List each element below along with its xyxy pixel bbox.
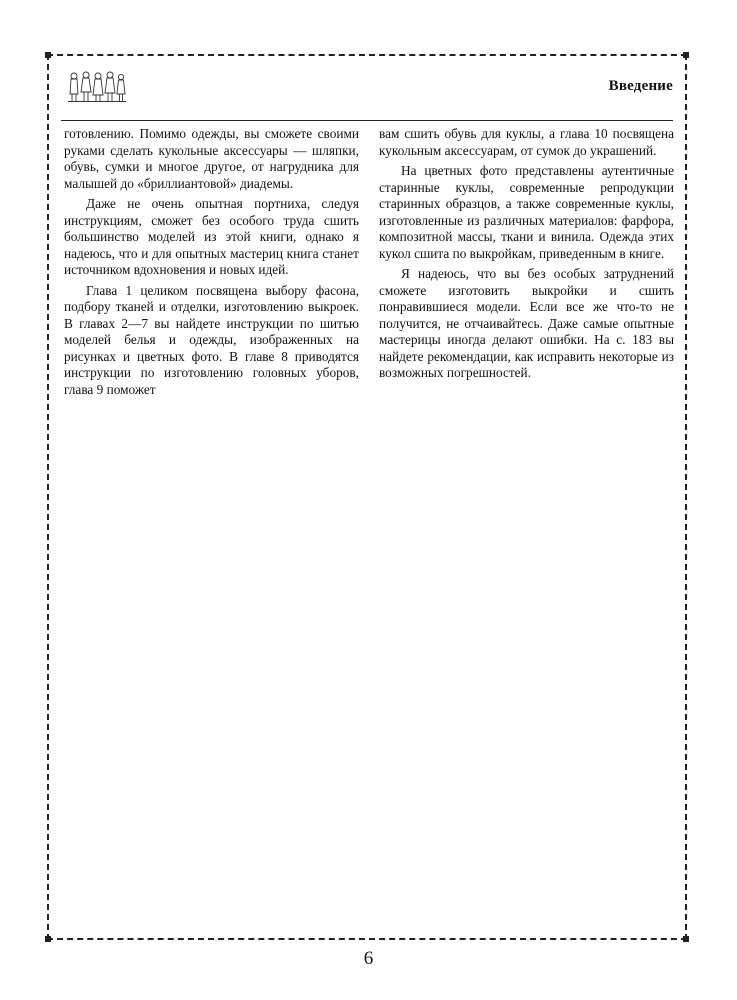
left-column (64, 126, 359, 402)
page-frame (47, 54, 687, 940)
frame-corner (683, 936, 689, 942)
paragraph: вам сшить обувь для куклы, а глава 10 посвящена кукольным аксессуарам, от сумок до украшений. (379, 126, 674, 158)
right-column (379, 126, 674, 402)
paragraph: готовлению. Помимо одежды, вы сможете своими руками сделать кукольные аксессуары — шляпки, обувь, сумки и многое другое, от нагрудника для малышей до «бриллиантовой» диадемы. (64, 126, 359, 191)
paragraph: Я надеюсь, что вы без особых затруднений сможете изготовить выкройки и сшить понравившиеся модели. Если все же что-то не получится, не отчаивайтесь. Даже самые опытные мастерицы иногда делают ошибки. На с. 183 вы найдете рекомендации, как исправить некоторые из возможных погрешностей. (379, 266, 674, 380)
frame-corner (683, 52, 689, 58)
paragraph: На цветных фото представлены аутентичные старинные куклы, современные репродукции старинных образцов, а также современные куклы, изготовленные из различных материалов: фарфора, композитной массы, ткани и винила. Одежда этих кукол сшита по выкройкам, приведенным в книге. (379, 163, 674, 261)
doll-figures-icon (67, 70, 127, 104)
text-columns (64, 126, 674, 402)
section-title: Введение (608, 78, 673, 94)
frame-corner (45, 936, 51, 942)
paragraph: Глава 1 целиком посвящена выбору фасона, подбору тканей и отделки, изготовлению выкроек. В главах 2—7 вы найдете инструкции по шитью моделей белья и одежды, изображенных на рисунках и цветных фото. В главе 8 приводятся инструкции по изготовлению головных уборов, глава 9 поможет (64, 282, 359, 397)
page-number: 6 (363, 948, 374, 969)
frame-corner (45, 52, 51, 58)
header-divider (61, 120, 673, 121)
paragraph: Даже не очень опытная портниха, следуя инструкциям, сможет без особого труда сшить большинство моделей из этой книги, однако я надеюсь, что и для опытных мастериц книга станет источником вдохновения и новых идей. (64, 196, 359, 277)
